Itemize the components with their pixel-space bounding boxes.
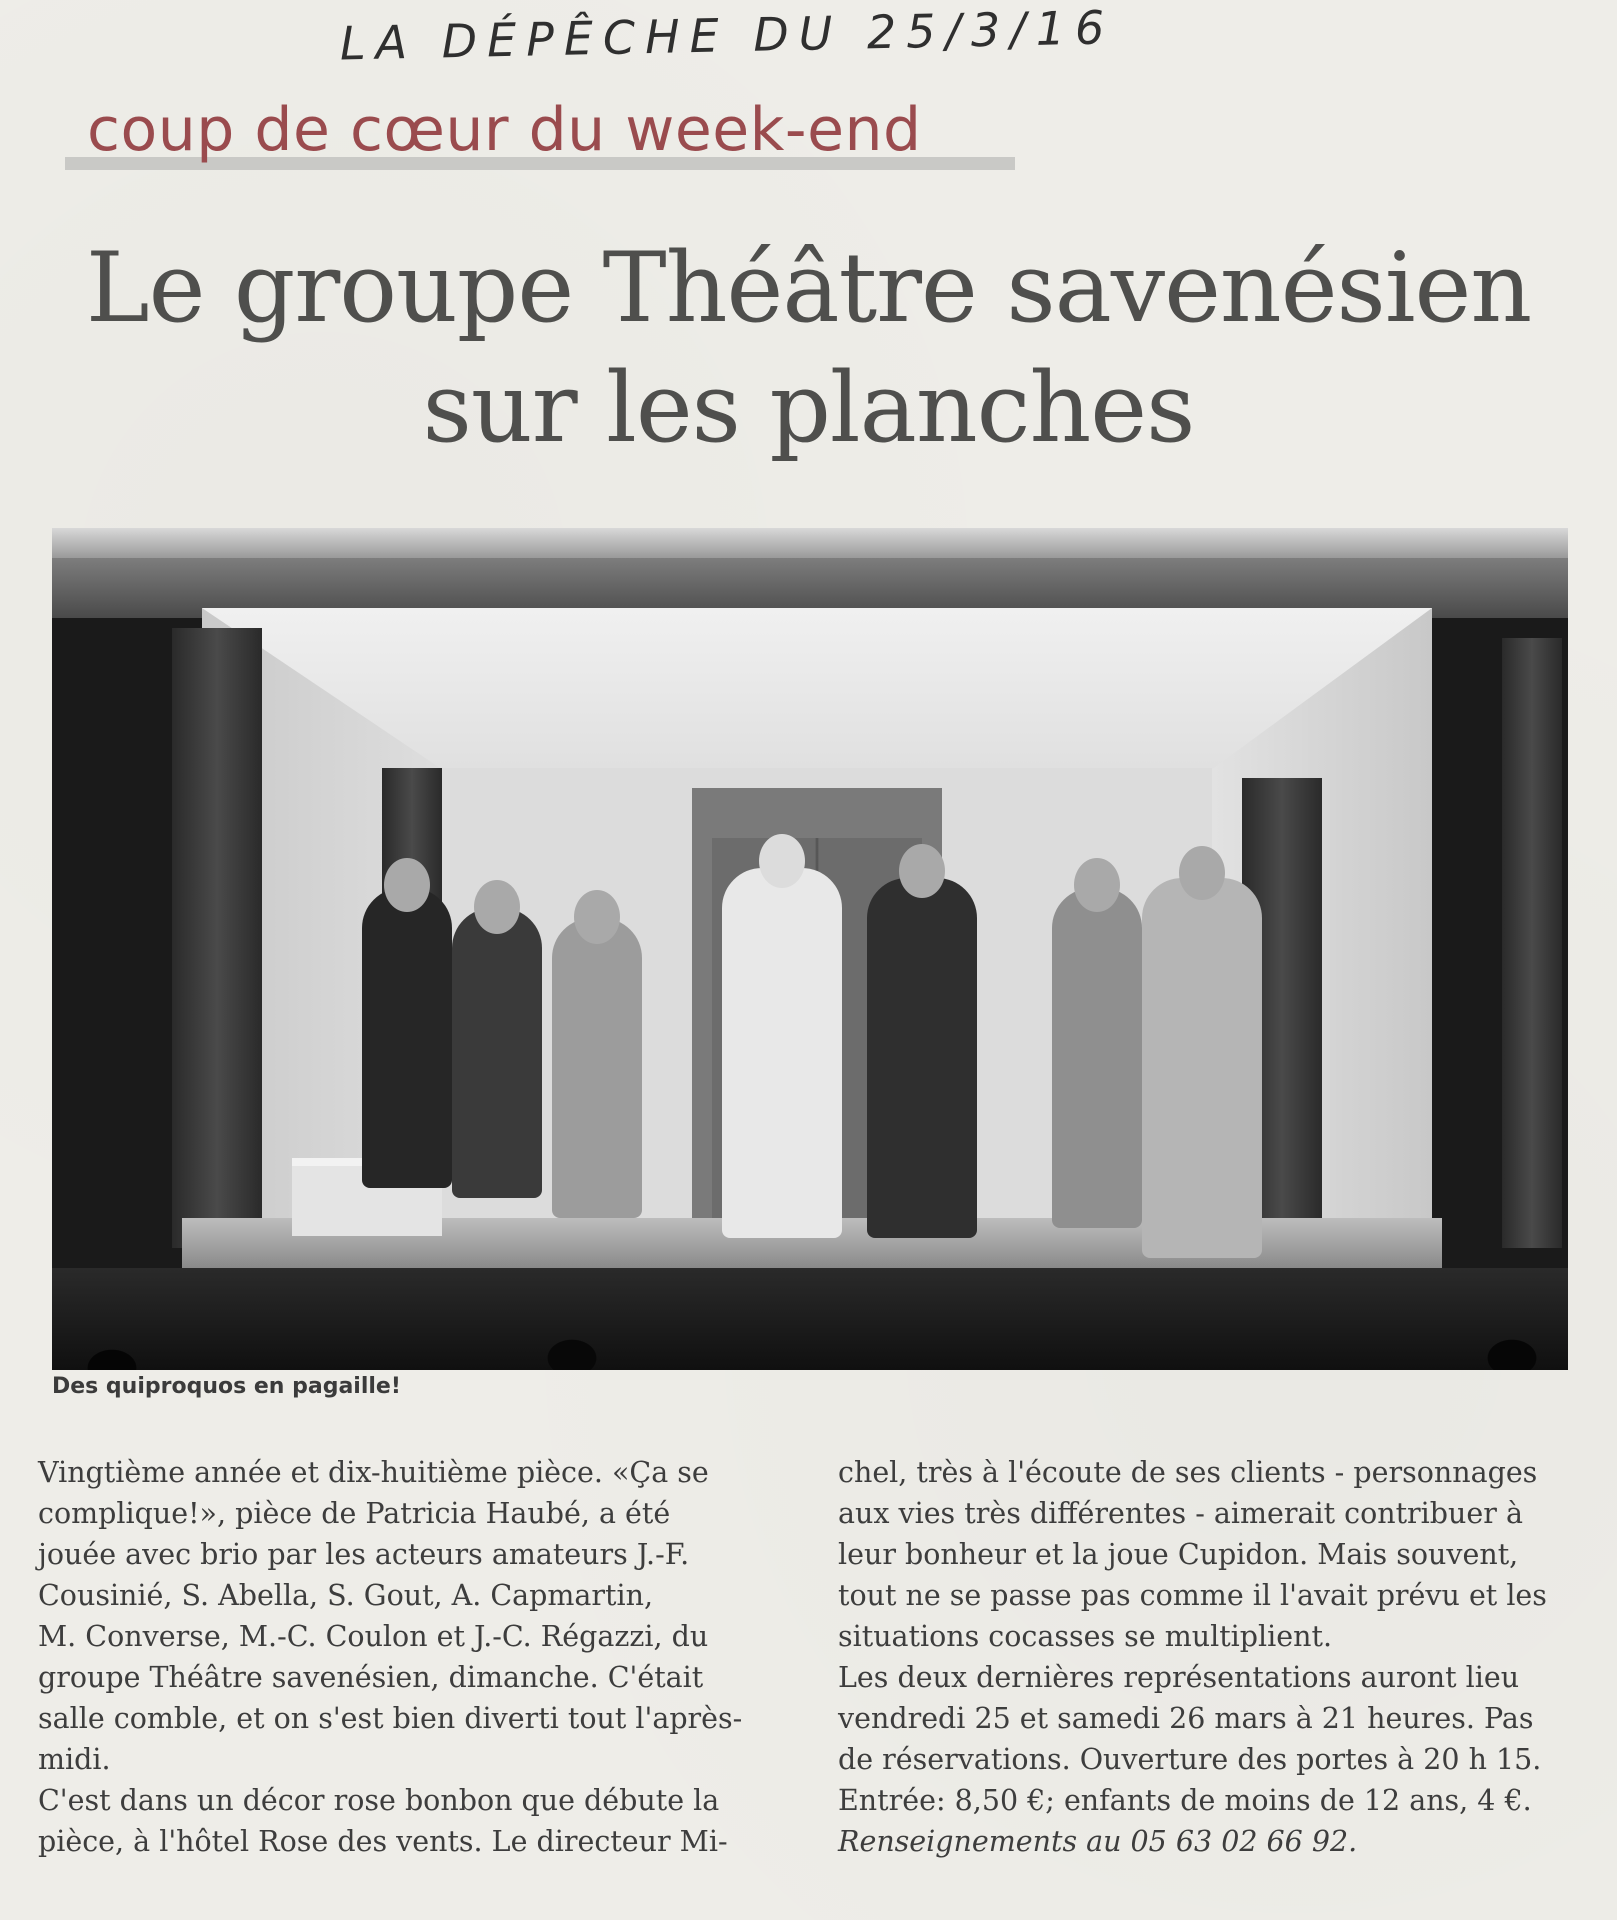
photo-actor	[1052, 888, 1142, 1228]
article-line: tout ne se passe pas comme il l'avait prévu et les	[838, 1579, 1547, 1612]
photo-actor	[362, 888, 452, 1188]
photo-actor-head	[384, 858, 430, 912]
article-line: complique!», pièce de Patricia Haubé, a été	[38, 1497, 671, 1530]
photo-audience	[52, 1298, 1568, 1370]
article-line: salle comble, et on s'est bien diverti tout l'après-	[38, 1702, 743, 1735]
article-line: groupe Théâtre savenésien, dimanche. C'était	[38, 1661, 704, 1694]
article-line: C'est dans un décor rose bonbon que débute la	[38, 1784, 720, 1817]
photo-actor-head	[899, 844, 945, 898]
photo-actor-head	[1179, 846, 1225, 900]
kicker-text: coup de cœur du week-end	[87, 95, 922, 165]
kicker-banner	[65, 95, 1015, 175]
article-line: chel, très à l'écoute de ses clients - personnages	[838, 1456, 1538, 1489]
photo-actor	[1142, 878, 1262, 1258]
photo-actor-head	[1074, 858, 1120, 912]
article-line: vendredi 25 et samedi 26 mars à 21 heures. Pas	[838, 1702, 1534, 1735]
photo-actor	[867, 878, 977, 1238]
article-line: situations cocasses se multiplient.	[838, 1620, 1333, 1653]
article-column-left	[38, 1452, 798, 1862]
article-line: jouée avec brio par les acteurs amateurs J.-F.	[38, 1538, 690, 1571]
headline-line-2: sur les planches	[422, 352, 1195, 464]
article-line: midi.	[38, 1743, 111, 1776]
photo-actor-head	[759, 834, 805, 888]
photo-actor	[722, 868, 842, 1238]
info-line: Renseignements au 05 63 02 66 92.	[838, 1825, 1358, 1858]
headline-line-1: Le groupe Théâtre savenésien	[85, 232, 1532, 344]
photo-actor	[452, 908, 542, 1198]
photo-caption: Des quiproquos en pagaille!	[52, 1374, 401, 1399]
article-line: de réservations. Ouverture des portes à 20 h 15.	[838, 1743, 1542, 1776]
article-line: Cousinié, S. Abella, S. Gout, A. Capmartin,	[38, 1579, 654, 1612]
photo-curtain	[1502, 638, 1562, 1248]
article-line: M. Converse, M.-C. Coulon et J.-C. Régazzi, du	[38, 1620, 709, 1653]
photo-actor-head	[574, 890, 620, 944]
article-line: leur bonheur et la joue Cupidon. Mais souvent,	[838, 1538, 1519, 1571]
handwritten-source-note: LA DÉPÊCHE DU 25/3/16	[339, 0, 1115, 71]
photo-actor	[552, 918, 642, 1218]
article-line: Entrée: 8,50 €; enfants de moins de 12 ans, 4 €.	[838, 1784, 1532, 1817]
article-column-right	[838, 1452, 1598, 1862]
stage-photo	[52, 528, 1568, 1370]
article-line: pièce, à l'hôtel Rose des vents. Le directeur Mi-	[38, 1825, 728, 1858]
article-line: Vingtième année et dix-huitième pièce. «Ça se	[38, 1456, 709, 1489]
photo-actor-head	[474, 880, 520, 934]
article-line: aux vies très différentes - aimerait contribuer à	[838, 1497, 1523, 1530]
photo-ceiling	[52, 528, 1568, 558]
article-line: Les deux dernières représentations auront lieu	[838, 1661, 1520, 1694]
photo-curtain	[172, 628, 262, 1248]
